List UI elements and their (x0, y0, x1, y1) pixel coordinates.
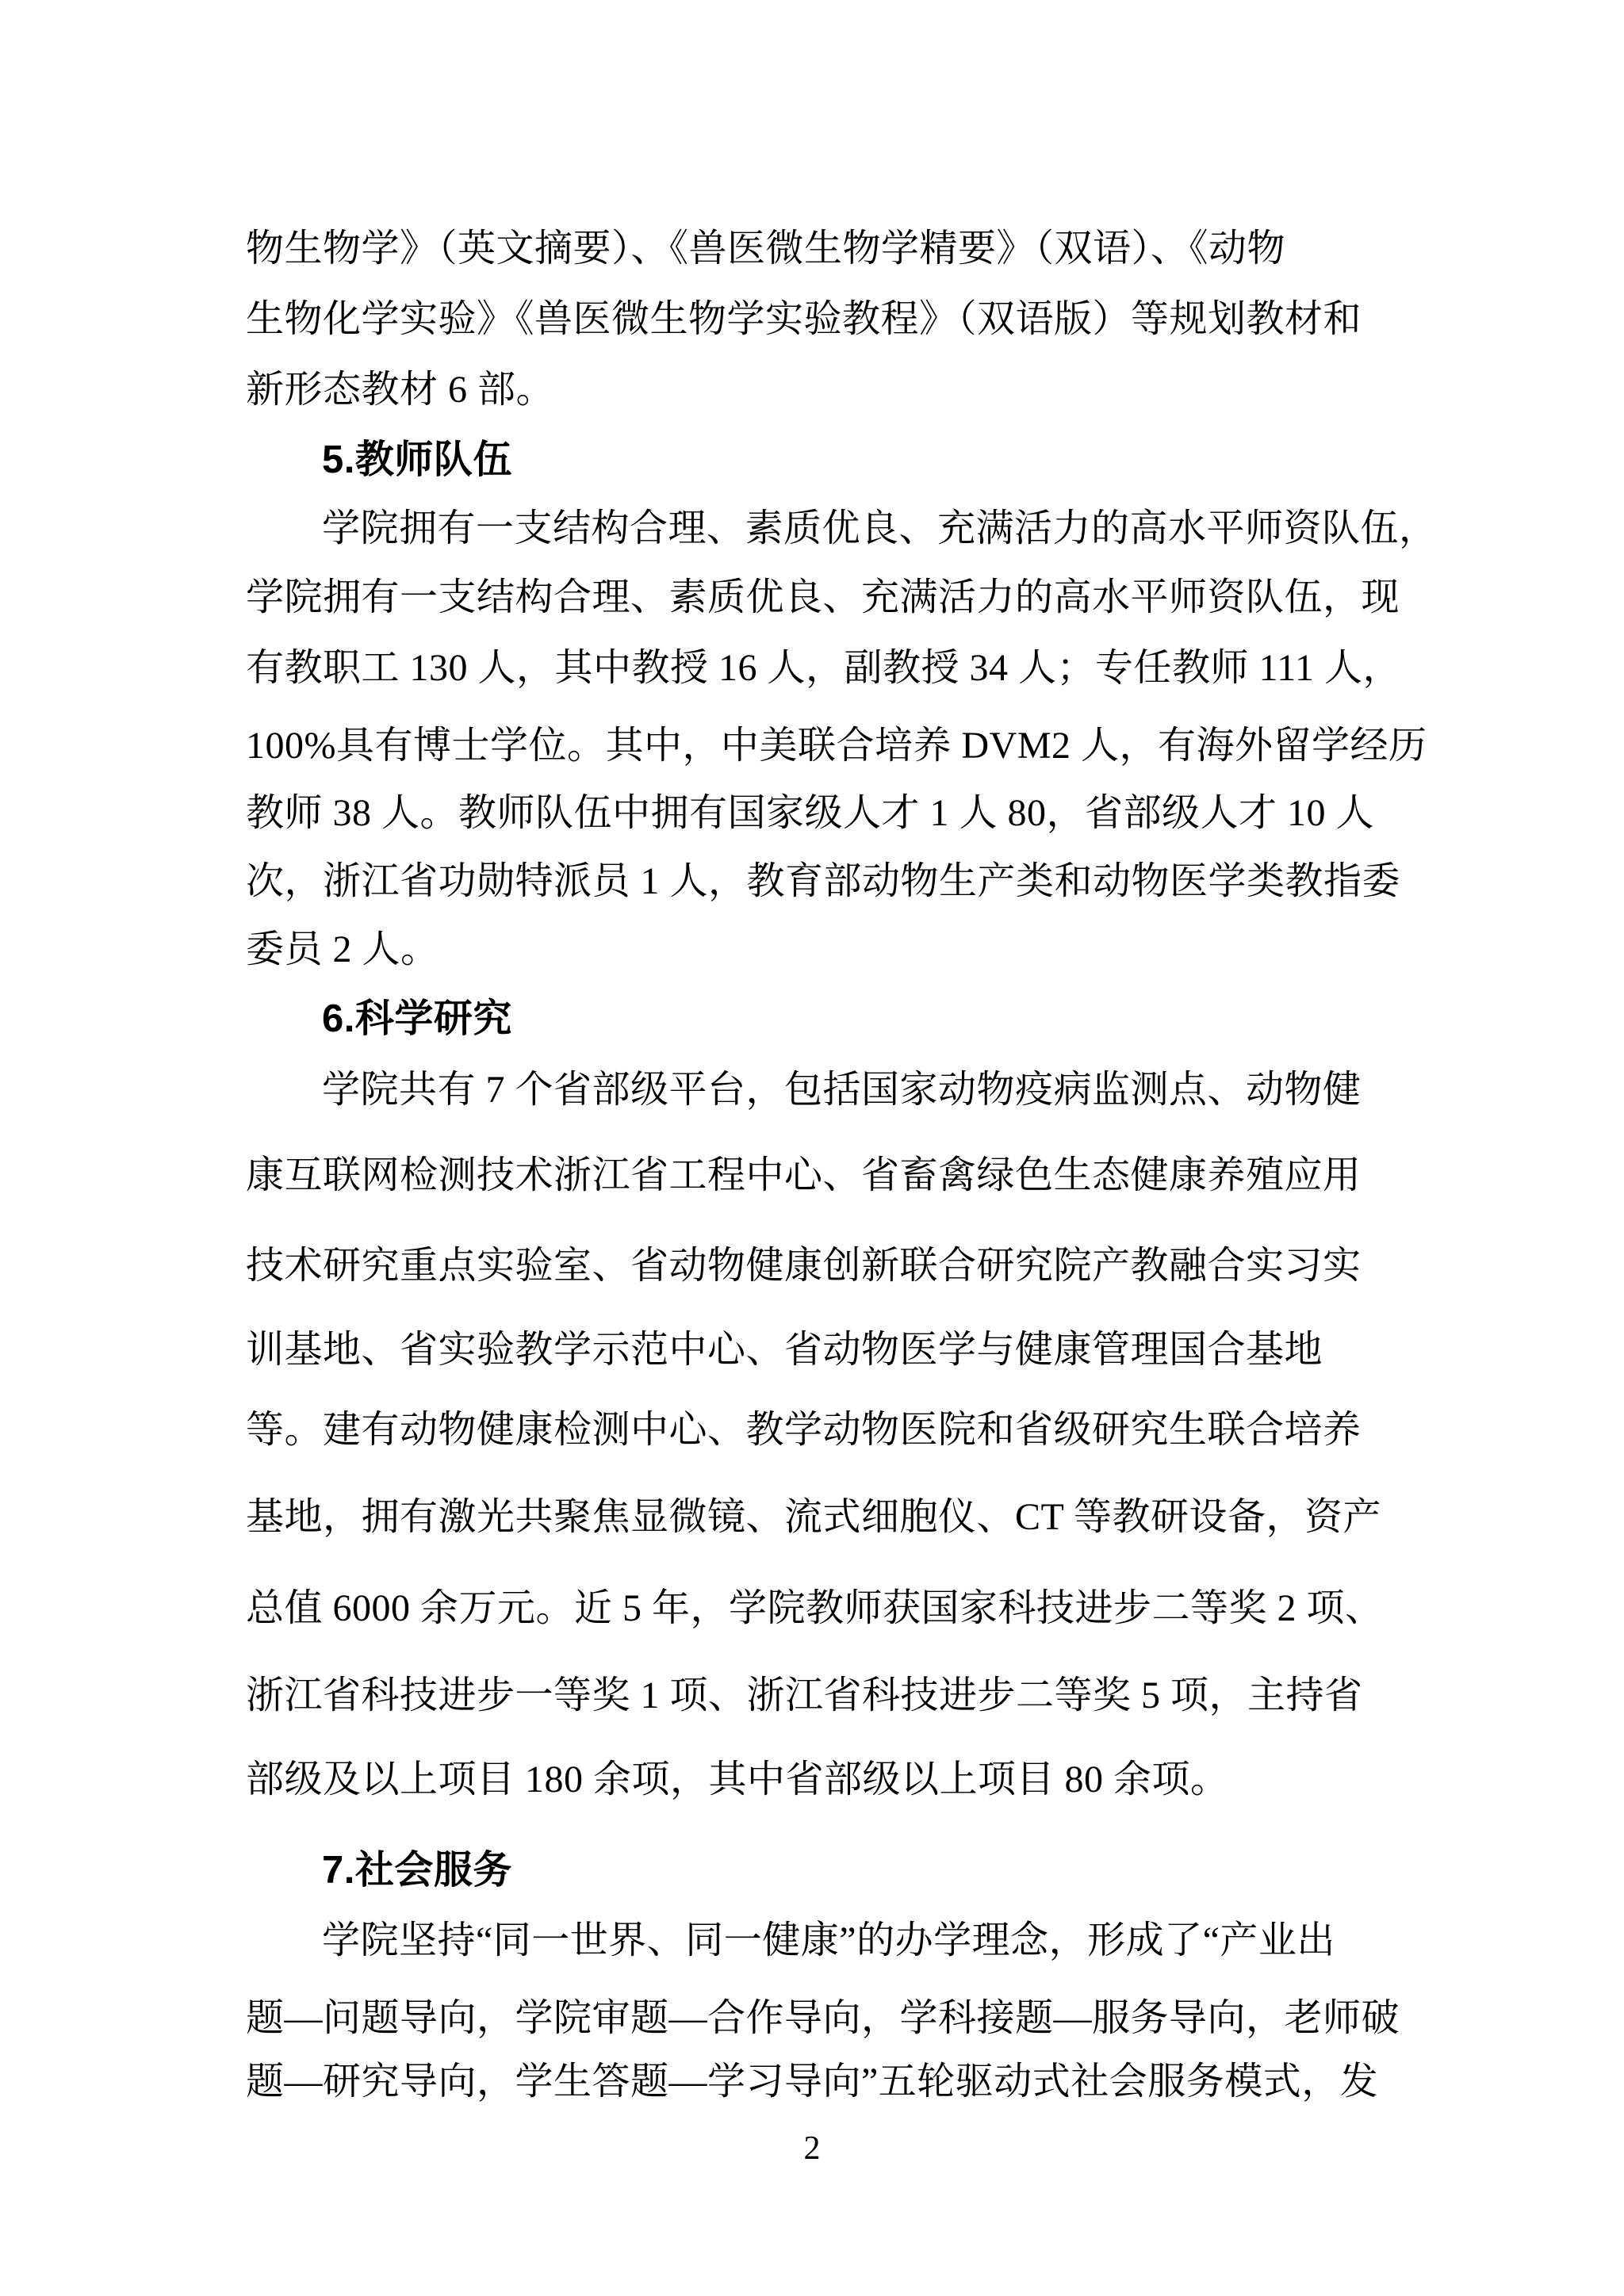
paragraph-line: 生物化学实验》《兽医微生物学实验教程》（双语版）等规划教材和 (246, 298, 1362, 340)
paragraph-line: 技术研究重点实验室、省动物健康创新联合研究院产教融合实习实 (246, 1245, 1362, 1287)
paragraph-line: 教师 38 人。教师队伍中拥有国家级人才 1 人 80，省部级人才 10 人 (246, 792, 1375, 834)
page-number: 2 (803, 2130, 821, 2167)
page-body (246, 0, 1438, 2296)
paragraph-line: 训基地、省实验教学示范中心、省动物医学与健康管理国合基地 (246, 1329, 1323, 1371)
paragraph-line: 委员 2 人。 (246, 928, 439, 970)
paragraph-line: 等。建有动物健康检测中心、教学动物医院和省级研究生联合培养 (246, 1409, 1362, 1451)
paragraph-line: 学院共有 7 个省部级平台，包括国家动物疫病监测点、动物健 (322, 1069, 1362, 1111)
paragraph-line: 100%具有博士学位。其中，中美联合培养 DVM2 人，有海外留学经历 (246, 725, 1427, 767)
section-heading: 6.科学研究 (322, 997, 512, 1040)
section-heading: 5.教师队伍 (322, 438, 512, 481)
paragraph-line: 康互联网检测技术浙江省工程中心、省畜禽绿色生态健康养殖应用 (246, 1154, 1362, 1196)
section-heading: 7.社会服务 (322, 1849, 512, 1892)
paragraph-line: 总值 6000 余万元。近 5 年，学院教师获国家科技进步二等奖 2 项、 (246, 1587, 1384, 1629)
paragraph-line: 学院拥有一支结构合理、素质优良、充满活力的高水平师资队伍，现 (246, 576, 1400, 618)
paragraph-line: 次，浙江省功勋特派员 1 人，教育部动物生产类和动物医学类教指委 (246, 860, 1401, 902)
paragraph-line: 题—问题导向，学院审题—合作导向，学科接题—服务导向，老师破 (246, 1997, 1400, 2039)
paragraph-line: 有教职工 130 人，其中教授 16 人，副教授 34 人；专任教师 111 人， (246, 647, 1401, 689)
paragraph-line: 物生物学》（英文摘要）、《兽医微生物学精要》（双语）、《动物 (246, 228, 1286, 270)
paragraph-line: 浙江省科技进步一等奖 1 项、浙江省科技进步二等奖 5 项，主持省 (246, 1674, 1363, 1716)
paragraph-line: 学院坚持“同一世界、同一健康”的办学理念，形成了“产业出 (322, 1919, 1335, 1961)
paragraph-line: 学院拥有一支结构合理、素质优良、充满活力的高水平师资队伍， (322, 507, 1438, 549)
paragraph-line: 新形态教材 6 部。 (246, 369, 555, 411)
paragraph-line: 部级及以上项目 180 余项，其中省部级以上项目 80 余项。 (246, 1758, 1229, 1800)
paragraph-line: 题—研究导向，学生答题—学习导向”五轮驱动式社会服务模式，发 (246, 2061, 1379, 2103)
paragraph-line: 基地，拥有激光共聚焦显微镜、流式细胞仪、CT 等教研设备，资产 (246, 1496, 1381, 1538)
